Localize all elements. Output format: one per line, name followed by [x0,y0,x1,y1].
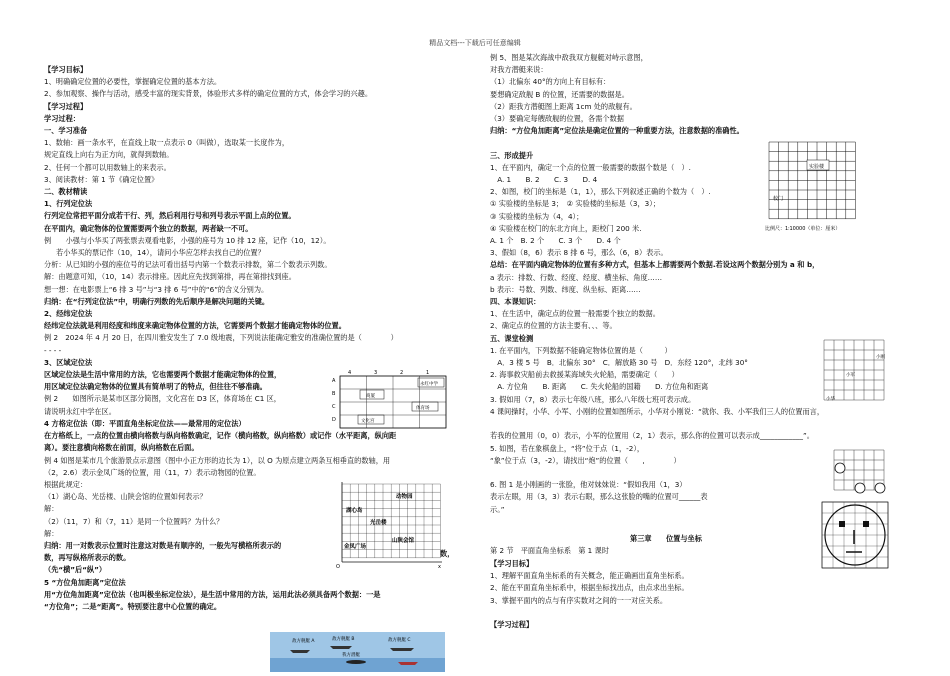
right-column [490,52,910,516]
left-line: 经纬定位法就是利用经度和纬度来确定物体位置的方法，它需要两个数据才能确定物体的位置。 [44,321,346,331]
right1-line: 要想确定敌舰 B 的位置，还需要的数据是。 [490,89,629,99]
district-row-b: B [332,391,336,397]
tourist-island-label: 湖心岛 [346,508,363,514]
right1-line: a 表示：排数、行数、经度、经度、横坐标、角度…… [490,272,663,282]
right1-line: 五、课堂检测 [490,333,534,343]
district-culture-label: 文化宫 [361,419,375,424]
campus-scale-label: 比例尺：1∶10000（单位：厘米） [765,226,841,232]
right1-line: 5. 如图，若在象棋盘上，“将”位于点（1，-2）， [490,443,645,453]
right1-line: 2. 海事救灾船前去救援某海域失火轮船，需要确定（ ） [490,370,679,380]
left-line: 2、经纬定位法 [44,309,93,319]
campus-gate-label: 校门 [773,196,784,202]
left-line: 数，再写纵格所表示的数。 [44,553,131,563]
left-line: 二、教材精读 [44,187,88,197]
left-line: 分析：从已知的小强的座位号的记法可看出括号内第一个数表示排数，第二个数表示列数。 [44,260,332,270]
sea-battle-picture [270,632,445,672]
campus-building-label: 实验楼 [809,164,825,170]
chapter-heading [490,533,790,557]
district-col-1: 1 [426,370,430,376]
left-line: （先“横”后“纵”） [44,565,107,575]
left-line: 1、行列定位法 [44,199,93,209]
right1-line: （3）要确定每艘敌舰的位置，各需个数据 [490,114,624,124]
sea-label-c: 敌方舰艇 C [388,638,411,643]
left-line: 例 4 如图是某市几个旅游景点示意图（图中小正方形的边长为 1），以 O 为原点建立两条互相垂直的数轴，用 [44,455,391,465]
tourist-tower-label: 光岳楼 [370,520,387,526]
left-line: 【学习过程】 [44,101,88,111]
district-school-label: 永红中学 [420,382,438,387]
left-line: 归纳：在“行列定位法”中，明确行列数的先后顺序是解决问题的关键。 [44,296,270,306]
district-row-c: C [332,404,336,410]
left-line: 5 “方位角加距离”定位法 [44,577,126,587]
right2-line [490,607,910,619]
left-line: 在平面内，确定物体的位置需要两个独立的数据，两者缺一不可。 [44,223,253,233]
left-line: 例 2 2024 年 4 月 20 日，在四川雅安发生了 7.0 级地震，下列说法能确定雅安的准确位置的是（ ） [44,333,398,343]
district-row-d: D [332,417,336,423]
right1-line: 1、在平面内，确定一个点的位置一般需要的数据个数是（ ）. [490,162,691,172]
right1-line: 示。” [490,504,505,514]
right2-line: 2、能在平面直角坐标系中，根据坐标找出点，由点求出坐标。 [490,583,689,593]
right2-line: 3、掌握平面内的点与有序实数对之间的一一对应关系。 [490,595,668,605]
left-line: 若小华买的票记作（10，14），请问小华应怎样去找自己的位置？ [56,248,265,258]
right1-line: 1、在生活中，确定点的位置一般需要个独立的数据。 [490,309,660,319]
sea-label-b: 敌方舰艇 B [332,637,355,642]
right1-line: 例 5、图是某次海战中敌我双方舰艇对峙示意图， [490,53,648,62]
left-line: - - - - [44,345,62,355]
left-line: 1、明确确定位置的必要性，掌握确定位置的基本方法。 [44,77,222,87]
right1-line: （2）距我方潜艇图上距离 1cm 处的敌舰有。 [490,101,637,111]
left-line: （2）（11，7）和（7，11）是同一个位置吗？为什么？ [44,516,224,526]
tourist-origin-label: O [336,564,340,570]
right1-line: 总结：在平面内确定物体的位置有多种方式，但基本上都需要两个数据.若设这两个数据分别为 a 和 b， [490,260,820,270]
left-line: 3、阅读教材：第 1 节《确定位置》 [44,174,159,184]
right1-line: 若我的位置用（0，0）表示，小军的位置用（2，1）表示，那么你的位置可以表示成____________”。 [490,431,814,441]
right1-line: （1）北偏东 40°的方向上有目标有： [490,77,611,87]
right2-line: 【学习过程】 [490,620,534,630]
left-line: 一、学习准备 [44,126,88,136]
left-line: 根据此规定： [44,479,88,489]
left-line: 规定直线上向右为正方向，就得到数轴。 [44,150,174,160]
left-line: 2、任何一个都可以用数轴上的来表示。 [44,162,171,172]
left-line: （2，2.6）表示金凤广场的位置，用（11，7）表示动物园的位置。 [44,467,261,477]
class-hua-label: 小华 [826,397,835,402]
left-line: 【学习目标】 [44,65,88,74]
left-line: 4 方格定位法（即：平面直角坐标定位法——最常用的定位法） [44,418,246,428]
tourist-hall-label: 山陕会馆 [392,538,415,544]
right1-line: 表示左眼，用（3，3）表示右眼，那么这张脸的嘴的位置可______表 [490,492,708,502]
chapter-subtitle: 第 2 节 平面直角坐标系 第 1 课时 [490,546,609,556]
tourist-map-figure [330,478,445,570]
right1-line: A．3 楼 5 号 B．北偏东 30° C．解放路 30 号 D．东经 120°，北纬 30° [490,358,748,368]
right1-line: 四、本课知识： [490,297,541,307]
left-line: （1）湖心岛、光岳楼、山陕会馆的位置如何表示？ [44,492,207,502]
district-house-label: 商厦 [366,394,375,399]
right1-line: ① 实验楼的坐标是 3； ② 实验楼的坐标是（3，3）； [490,199,661,209]
sea-label-a: 敌方舰艇 A [292,639,315,644]
page-header: 精品文档---下载后可任意编辑 [429,39,521,47]
tourist-x-label: x [438,564,441,570]
left-line: 在方格纸上，一点的位置由横向格数与纵向格数确定，记作（横向格数，纵向格数）或记作（水平距离，纵向距 [44,431,397,441]
left-line: 解： [44,528,59,538]
right1-line: 2、如图，校门的坐标是（1，1），那么下列叙述正确的个数为（ ）. [490,187,711,197]
right1-line: 3、假如（8，6）表示 8 排 6 号，那么（6，8）表示。 [490,248,668,258]
left-line: 解： [44,504,59,514]
campus-grid-figure [765,140,890,234]
left-line: “方位角”；二是“距离”。特别要注意中心位置的确定。 [44,601,222,611]
right1-line: ③ 实验楼的坐标为（4，4）； [490,211,584,221]
left-line: 归纳：用一对数表示位置时注意这对数是有顺序的，一般先写横格所表示的 [44,540,282,550]
class-gang-label: 小刚 [876,355,885,360]
left-line: 例 小强与小华买了两张票去观看电影，小强的座号为 10 排 12 座，记作（10，12）。 [44,235,331,245]
tourist-square-label: 金凤广场 [344,544,367,550]
left-line: 2、参加观察、操作与活动，感受丰富的现实背景，体验形式多样的确定位置的方式，体会学习的兴趣。 [44,89,373,99]
class-jun-label: 小军 [846,373,855,378]
right1-line: b 表示：号数、列数、纬度、纵坐标、距离…… [490,284,641,294]
left-line: 1、数轴：画一条水平，在直线上取一点表示 0（叫做），选取某一长度作为， [44,138,290,148]
left-tail-word: 数， [440,549,455,558]
right1-line: 三、形成提升 [490,150,534,160]
district-col-4: 4 [348,370,352,376]
left-line: 用区域定位法确定物体的位置具有简单明了的特点，但往往不够准确。 [44,382,267,392]
left-line: 3、区域定位法 [44,357,93,367]
right1-line: 3. 假如用（7，8）表示七年级八班，那么八年级七班可表示成。 [490,394,696,404]
right1-line: 对我方潜艇来说： [490,65,548,75]
district-col-2: 2 [400,370,404,376]
district-col-3: 3 [374,370,378,376]
right1-line: 1. 在平面内，下列数据不能确定物体位置的是（ ） [490,345,672,355]
right1-line: A. 1 B. 2 C. 3 D. 4 [490,175,598,185]
district-stadium-label: 体育场 [416,406,430,411]
district-row-a: A [332,378,336,384]
classroom-grid-figure [822,338,902,402]
right2-line: 【学习目标】 [490,559,534,568]
right1-line: 6. 图 1 是小刚画的一张脸，他对妹妹说：“假如我用（1，3） [490,480,687,490]
left-line: 离）。要注意横向格数在前面，纵向格数在后面。 [44,443,199,453]
left-line: 例 2 如图所示是某市区部分简图，文化宫在 D3 区，体育场在 C1 区， [44,394,281,404]
tourist-zoo-label: 动物园 [396,494,413,500]
left-line: 区域定位法是生活中常用的方法，它也需要两个数据才能确定物体的位置， [44,370,282,380]
chess-board-figure [830,448,890,498]
right1-line: 归纳：“方位角加距离”定位法是确定位置的一种重要方法，注意数据的准确性。 [490,126,744,136]
chapter-title: 第三章 位置与坐标 [630,534,702,543]
right1-line: “象”位于点（3，-2），请找出“炮”的位置（ , ） [490,455,681,465]
left-line: 解：由题意可知，（10，14）表示排座。因此应先找到第排，再在第排找到座。 [44,272,296,282]
left-line: 学习过程： [44,113,80,123]
left-line: 行列定位常把平面分成若干行、列，然后利用行号和列号表示平面上点的位置。 [44,211,296,221]
right1-line: 4 课间操时，小华、小军、小刚的位置如图所示，小华对小刚说：“就你、我、小军我们三人的位置而言， [490,406,825,416]
sea-label-sub: 我方潜艇 [342,653,360,658]
right2-line: 1、理解平面直角坐标系的有关概念，能正确画出直角坐标系。 [490,571,689,581]
right1-line: 2、确定点的位置的方法主要有、、、等。 [490,321,617,331]
district-map-figure [330,368,450,430]
left-line: 用“方位角加距离”定位法（也叫极坐标定位法），是生活中常用的方法，运用此法必须具备两个数据：一是 [44,589,381,599]
right1-line: ④ 实验楼在校门的东北方向上，距校门 200 米. [490,223,642,233]
right1-line: A. 方位角 B. 距离 C. 失火轮船的国籍 D. 方位角和距离 [490,382,709,392]
left-line: 想一想：在电影票上“6 排 3 号”与“3 排 6 号”中的“6”的含义分别为。 [44,284,269,294]
left-line: 请说明永红中学在区。 [44,406,116,416]
face-drawing-figure [820,500,890,570]
right1-line [490,418,910,430]
right1-line: A. 1 个 B. 2 个 C. 3 个 D. 4 个 [490,236,621,246]
